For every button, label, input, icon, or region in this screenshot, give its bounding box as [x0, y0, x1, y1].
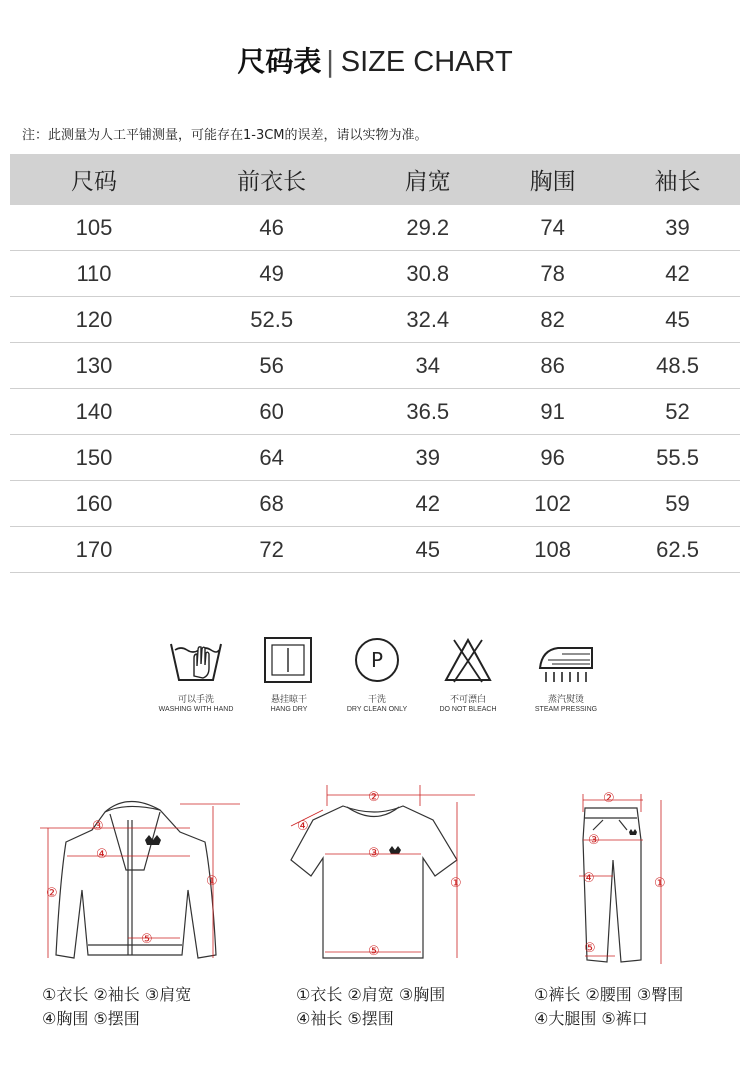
table-cell: 36.5 [365, 389, 490, 435]
legend-line: ④胸围 ⑤摆围 [42, 1009, 140, 1028]
header-size: 尺码 [10, 154, 178, 205]
marker-4: ④ [96, 847, 108, 862]
table-cell: 105 [10, 205, 178, 251]
dry-clean-icon [349, 636, 405, 684]
measurement-note: 注：此测量为人工平铺测量，可能存在1-3CM的误差，请以实物为准。 [22, 128, 428, 143]
table-cell: 39 [365, 435, 490, 481]
do-not-bleach-icon [440, 636, 496, 684]
marker-5: ⑤ [584, 941, 596, 956]
table-cell: 150 [10, 435, 178, 481]
table-cell: 59 [615, 481, 740, 527]
table-cell: 45 [615, 297, 740, 343]
hang-dry-icon [261, 636, 317, 684]
table-cell: 30.8 [365, 251, 490, 297]
jacket-legend [42, 983, 191, 1031]
legend-line: ④大腿围 ⑤裤口 [534, 1009, 648, 1028]
marker-5: ⑤ [368, 944, 380, 959]
size-table [10, 154, 740, 573]
table-cell: 64 [178, 435, 365, 481]
tshirt-legend [296, 983, 445, 1031]
table-cell: 42 [365, 481, 490, 527]
marker-2: ② [368, 790, 380, 805]
table-cell: 82 [490, 297, 615, 343]
care-steam-iron [511, 636, 621, 713]
table-cell: 130 [10, 343, 178, 389]
hand-wash-icon [168, 636, 224, 684]
svg-text:P: P [370, 648, 384, 672]
table-cell: 34 [365, 343, 490, 389]
table-cell: 29.2 [365, 205, 490, 251]
table-cell: 78 [490, 251, 615, 297]
care-label-cn: 蒸汽熨烫 [547, 695, 584, 705]
care-label-cn: 可以手洗 [177, 695, 214, 705]
table-row [10, 435, 740, 481]
table-cell: 86 [490, 343, 615, 389]
marker-4: ④ [583, 871, 595, 886]
title-separator: | [325, 45, 335, 78]
table-cell: 120 [10, 297, 178, 343]
marker-2: ② [46, 886, 58, 901]
marker-1: ① [450, 876, 462, 891]
table-cell: 96 [490, 435, 615, 481]
table-cell: 52.5 [178, 297, 365, 343]
care-label-en: WASHING WITH HAND [158, 706, 234, 713]
table-cell: 32.4 [365, 297, 490, 343]
table-row [10, 251, 740, 297]
marker-3: ③ [588, 833, 600, 848]
steam-iron-icon [534, 636, 598, 684]
table-cell: 49 [178, 251, 365, 297]
care-label-cn: 悬挂晾干 [270, 695, 307, 705]
table-cell: 39 [615, 205, 740, 251]
table-cell: 52 [615, 389, 740, 435]
table-cell: 68 [178, 481, 365, 527]
care-label-en: HANG DRY [270, 706, 308, 713]
table-header-row [10, 154, 740, 205]
care-label-cn: 不可漂白 [449, 695, 486, 705]
table-cell: 108 [490, 527, 615, 573]
table-cell: 60 [178, 389, 365, 435]
legend-line: ①裤长 ②腰围 ③臀围 [534, 985, 684, 1004]
table-row [10, 297, 740, 343]
table-cell: 170 [10, 527, 178, 573]
table-cell: 56 [178, 343, 365, 389]
title-cn: 尺码表 [237, 45, 322, 78]
table-row [10, 343, 740, 389]
table-cell: 62.5 [615, 527, 740, 573]
table-cell: 102 [490, 481, 615, 527]
care-label-en: DO NOT BLEACH [439, 706, 497, 713]
marker-1: ① [206, 874, 218, 889]
page-title [0, 40, 750, 80]
header-length: 前衣长 [178, 154, 365, 205]
legend-line: ①衣长 ②肩宽 ③胸围 [296, 985, 446, 1004]
marker-3: ③ [368, 846, 380, 861]
title-en: SIZE CHART [340, 46, 513, 78]
pants-legend [534, 983, 683, 1031]
care-label-en: STEAM PRESSING [534, 706, 598, 713]
table-row [10, 205, 740, 251]
table-cell: 74 [490, 205, 615, 251]
marker-2: ② [603, 791, 615, 806]
table-cell: 140 [10, 389, 178, 435]
table-row [10, 527, 740, 573]
table-row [10, 481, 740, 527]
table-cell: 45 [365, 527, 490, 573]
marker-3: ③ [92, 819, 104, 834]
table-cell: 72 [178, 527, 365, 573]
legend-line: ④袖长 ⑤摆围 [296, 1009, 394, 1028]
marker-4: ④ [297, 819, 309, 834]
header-chest: 胸围 [490, 154, 615, 205]
care-label-en: DRY CLEAN ONLY [346, 706, 408, 713]
legend-line: ①衣长 ②袖长 ③肩宽 [42, 985, 192, 1004]
tshirt-diagram [285, 780, 475, 965]
table-row [10, 389, 740, 435]
care-no-bleach [413, 636, 523, 713]
marker-1: ① [654, 876, 666, 891]
header-shoulder: 肩宽 [365, 154, 490, 205]
care-label-cn: 干洗 [367, 695, 386, 705]
header-sleeve: 袖长 [615, 154, 740, 205]
marker-5: ⑤ [141, 932, 153, 947]
table-cell: 48.5 [615, 343, 740, 389]
table-cell: 91 [490, 389, 615, 435]
table-cell: 46 [178, 205, 365, 251]
table-cell: 42 [615, 251, 740, 297]
table-cell: 110 [10, 251, 178, 297]
table-cell: 160 [10, 481, 178, 527]
table-cell: 55.5 [615, 435, 740, 481]
